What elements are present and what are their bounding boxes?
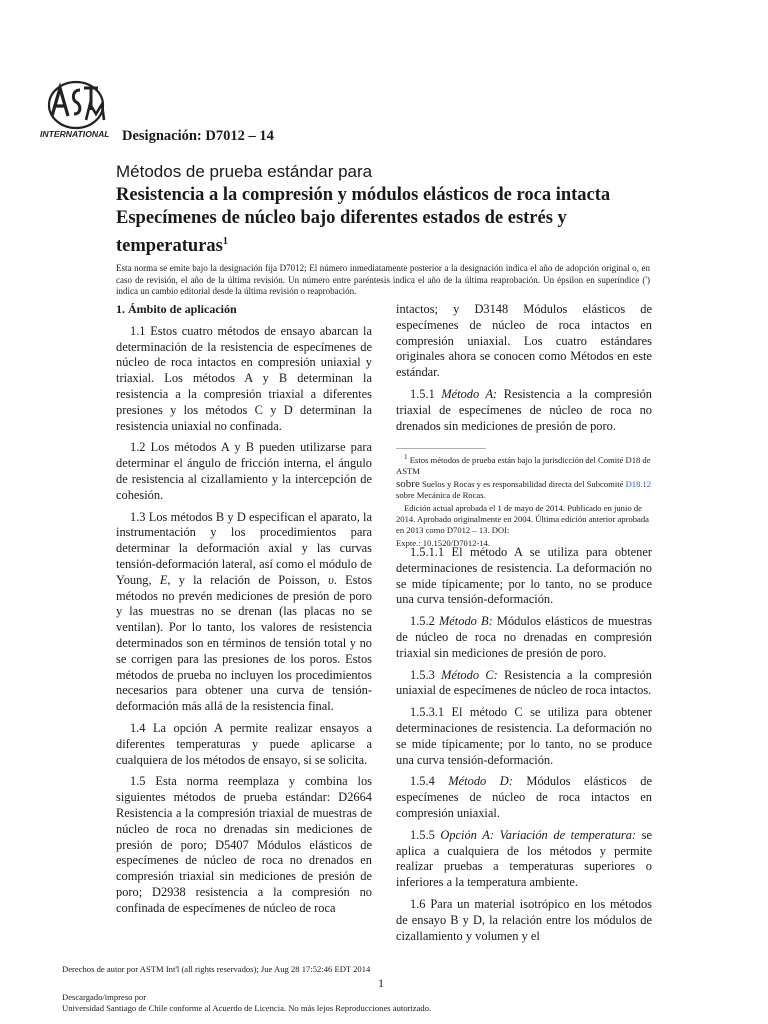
paragraph-1-4: 1.4 La opción A permite realizar ensayos a diferentes temperaturas y puede aplicarse a cualquiera de los métodos de ensayo, si se solicita. [116,720,372,767]
paragraph-1-5-5: 1.5.5 Opción A: Variación de temperatura: se aplica a cualquiera de los métodos y permite realizar pruebas a temperaturas superiores o inferiores a la temperatura ambiente. [396,827,652,890]
paragraph-1-1: 1.1 Estos cuatro métodos de ensayo abarcan la determinación de la resistencia de especímenes de núcleo de roca intactos en compresión uniaxial y triaxial. Los métodos A y B determinan la resistencia a la compresión triaxial a diferentes presiones y los métodos C y D determinan la resistencia uniaxial no confinada. [116,323,372,433]
paragraph-1-5-2: 1.5.2 Método B: Módulos elásticos de muestras de núcleo de roca no drenadas en compresión triaxial sin mediciones de presión de poro. [396,614,652,660]
paragraph-1-5-1: 1.5.1 Método A: Resistencia a la compresión triaxial de especímenes de núcleo de roca no drenados sin mediciones de presión de poro. [396,386,652,433]
document-title [116,184,676,258]
title-subtitle: Métodos de prueba estándar para [116,162,373,181]
download-line-2: Universidad Santiago de Chile conforme al Acuerdo de Licencia. No más lejos Reproducciones autorizado. [62,1003,432,1013]
title-footnote-mark: 1 [222,236,228,247]
poisson-ratio-symbol: υ [328,572,334,587]
youngs-modulus-symbol: E [159,572,168,587]
section-heading-scope: 1. Ámbito de aplicación [116,302,237,316]
footnote [396,448,658,551]
download-notice [62,992,431,1014]
right-column-bottom [396,545,652,950]
paragraph-1-5-4: 1.5.4 Método D: Módulos elásticos de especímenes de núcleo de roca intactos en compresión uniaxial. [396,774,652,820]
copyright-line: Derechos de autor por ASTM Int'l (all rights reservados); Jue Aug 28 17:52:46 EDT 2014 [62,964,371,974]
designation: Designación: D7012 – 14 [122,128,274,144]
footnote-edition: Edición actual aprobada el 1 de mayo de 2014. Publicado en junio de 2014. Aprobado originalmente en 2004. Última edición anterior aprobada en 2013 como D7012 – 13. DOI: [396,502,649,535]
astm-international-logo-icon [40,80,112,140]
standard-notice: Esta norma se emite bajo la designación fija D7012; El número inmediatamente posterior a la designación indica el año de adopción original o, en caso de revisión, el año de la última revisión. Un número entre paréntesis indica el año de la última reaprobación. Un épsilon en superíndice (') indica un cambio editorial desde la última revisión o reaprobación. [116,263,650,296]
page-number: 1 [378,976,384,990]
title-main: Resistencia a la compresión y módulos elásticos de roca intacta Especímenes de núcleo bajo diferentes estados de estrés y temperaturas [116,185,611,257]
right-column-top [396,302,652,440]
footnote-jurisdiction: $^1$ Estos métodos de prueba están bajo la jurisdicción del Comité D18 de ASTM [396,453,651,476]
paragraph-1-5-1-1: 1.5.1.1 El método A se utiliza para obtener determinaciones de resistencia. La deformación no se mide típicamente; por lo tanto, no se produce una curva tensión-deformación. [396,545,652,607]
logo-international-text: INTERNATIONAL [40,129,110,139]
subcommittee-link[interactable]: D18.12 [625,478,652,489]
paragraph-1-5: 1.5 Esta norma reemplaza y combina los siguientes métodos de prueba estándar: D2664 Resistencia a la compresión triaxial de muestras de núcleo de roca no drenadas sin mediciones de presión de poro; D5407 Módulos elásticos de especímenes de núcleo de roca no drenados en compresión triaxial sin mediciones de presión de poro; D2938 resistencia a la compresión no confinada de especímenes de núcleo de roca [116,774,372,915]
paragraph-1-6: 1.6 Para un material isotrópico en los métodos de ensayo B y D, la relación entre los módulos de cizallamiento y volumen y el [396,896,652,943]
paragraph-1-5-3-1: 1.5.3.1 El método C se utiliza para obtener determinaciones de resistencia. La deformación no se mide típicamente; por lo tanto, no se produce una curva tensión-deformación. [396,705,652,767]
paragraph-1-5-3: 1.5.3 Método C: Resistencia a la compresión uniaxial de especímenes de núcleo de roca intactos. [396,667,652,698]
paragraph-1-2: 1.2 Los métodos A y B pueden utilizarse para determinar el ángulo de fricción interna, el ángulo de resistencia al cizallamiento y la intercepción de cohesión. [116,440,372,502]
download-line-1: Descargado/impreso por [62,992,147,1002]
astm-logo [40,80,112,140]
footnote-subcommittee: sobre Suelos y Rocas y es responsabilidad directa del Subcomité D18.12 sobre Mecánica de Rocas. [396,477,652,500]
left-column [116,302,372,922]
footnote-doi: Expte.: 10.1520/D7012-14. [396,537,491,548]
paragraph-1-5-continued: intactos; y D3148 Módulos elásticos de especímenes de núcleo de roca intactos en compresión uniaxial. Los cuatro estándares originales ahora se conocen como Métodos en este estándar. [396,302,652,380]
footnote-divider [396,448,486,449]
paragraph-1-3: 1.3 Los métodos B y D especifican el aparato, la instrumentación y los procedimientos para determinar la deformación axial y las curvas tensión-deformación lateral, así como el módulo de Young, E, y la relación de Poisson, υ. Estos métodos no prevén mediciones de presión de poro y las muestras no se drenan (las placas no se ventilan). Por lo tanto, los valores de resistencia determinados son en términos de tensión total y no se corrigen para las presiones de los poros. Estos métodos de prueba no incluyen los procedimientos necesarios para obtener una curva de tensión-deformación más allá de la resistencia final. [116,509,373,714]
